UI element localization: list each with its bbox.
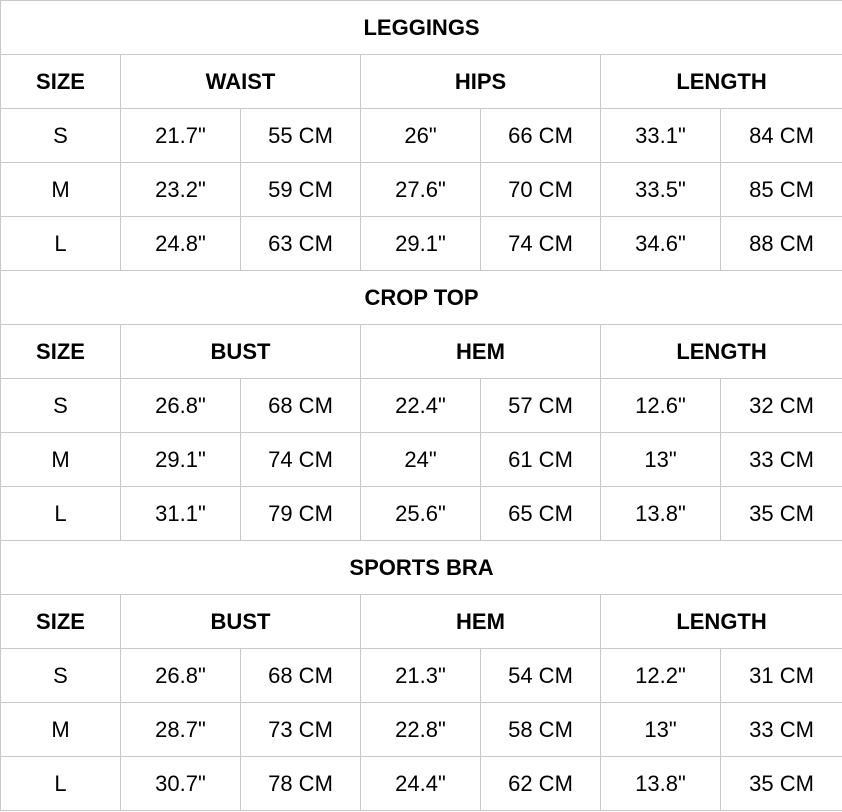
- table-row: [1, 757, 842, 811]
- value-cell: 12.6": [601, 379, 721, 433]
- value-cell: 27.6": [361, 163, 481, 217]
- value-cell: 84 CM: [721, 109, 842, 163]
- value-cell: 29.1": [361, 217, 481, 271]
- value-cell: 33 CM: [721, 703, 842, 757]
- value-cell: 59 CM: [241, 163, 361, 217]
- value-cell: 22.4": [361, 379, 481, 433]
- size-cell: S: [1, 109, 121, 163]
- value-cell: 55 CM: [241, 109, 361, 163]
- value-cell: 13.8": [601, 757, 721, 811]
- bust-header: BUST: [121, 595, 361, 649]
- column-header-row: [1, 325, 842, 379]
- column-header-row: [1, 55, 842, 109]
- value-cell: 33.1": [601, 109, 721, 163]
- value-cell: 65 CM: [481, 487, 601, 541]
- value-cell: 26.8": [121, 379, 241, 433]
- value-cell: 33 CM: [721, 433, 842, 487]
- value-cell: 54 CM: [481, 649, 601, 703]
- length-header: LENGTH: [601, 595, 842, 649]
- section-title: CROP TOP: [1, 271, 842, 325]
- value-cell: 57 CM: [481, 379, 601, 433]
- value-cell: 26": [361, 109, 481, 163]
- value-cell: 21.3": [361, 649, 481, 703]
- section-title-row: [1, 541, 842, 595]
- size-header: SIZE: [1, 595, 121, 649]
- table-row: [1, 487, 842, 541]
- table-row: [1, 703, 842, 757]
- bust-header: BUST: [121, 325, 361, 379]
- hem-header: HEM: [361, 595, 601, 649]
- value-cell: 88 CM: [721, 217, 842, 271]
- value-cell: 22.8": [361, 703, 481, 757]
- value-cell: 31.1": [121, 487, 241, 541]
- size-cell: L: [1, 487, 121, 541]
- size-header: SIZE: [1, 55, 121, 109]
- size-cell: L: [1, 217, 121, 271]
- value-cell: 58 CM: [481, 703, 601, 757]
- length-header: LENGTH: [601, 55, 842, 109]
- value-cell: 74 CM: [481, 217, 601, 271]
- table-row: [1, 217, 842, 271]
- value-cell: 29.1": [121, 433, 241, 487]
- value-cell: 35 CM: [721, 487, 842, 541]
- section-title-row: [1, 271, 842, 325]
- table-row: [1, 109, 842, 163]
- hips-header: HIPS: [361, 55, 601, 109]
- value-cell: 33.5": [601, 163, 721, 217]
- value-cell: 68 CM: [241, 379, 361, 433]
- section-title: SPORTS BRA: [1, 541, 842, 595]
- section-title: LEGGINGS: [1, 1, 842, 55]
- column-header-row: [1, 595, 842, 649]
- value-cell: 62 CM: [481, 757, 601, 811]
- value-cell: 21.7": [121, 109, 241, 163]
- size-cell: M: [1, 163, 121, 217]
- value-cell: 78 CM: [241, 757, 361, 811]
- value-cell: 12.2": [601, 649, 721, 703]
- value-cell: 13": [601, 433, 721, 487]
- section-title-row: [1, 1, 842, 55]
- size-cell: S: [1, 379, 121, 433]
- value-cell: 25.6": [361, 487, 481, 541]
- value-cell: 13.8": [601, 487, 721, 541]
- table-row: [1, 379, 842, 433]
- length-header: LENGTH: [601, 325, 842, 379]
- value-cell: 24.8": [121, 217, 241, 271]
- value-cell: 79 CM: [241, 487, 361, 541]
- value-cell: 35 CM: [721, 757, 842, 811]
- value-cell: 30.7": [121, 757, 241, 811]
- value-cell: 74 CM: [241, 433, 361, 487]
- size-cell: M: [1, 433, 121, 487]
- waist-header: WAIST: [121, 55, 361, 109]
- value-cell: 24.4": [361, 757, 481, 811]
- table-row: [1, 163, 842, 217]
- size-cell: M: [1, 703, 121, 757]
- value-cell: 24": [361, 433, 481, 487]
- table-row: [1, 649, 842, 703]
- size-cell: S: [1, 649, 121, 703]
- value-cell: 63 CM: [241, 217, 361, 271]
- value-cell: 13": [601, 703, 721, 757]
- value-cell: 73 CM: [241, 703, 361, 757]
- value-cell: 85 CM: [721, 163, 842, 217]
- value-cell: 28.7": [121, 703, 241, 757]
- value-cell: 23.2": [121, 163, 241, 217]
- hem-header: HEM: [361, 325, 601, 379]
- value-cell: 34.6": [601, 217, 721, 271]
- value-cell: 26.8": [121, 649, 241, 703]
- value-cell: 32 CM: [721, 379, 842, 433]
- value-cell: 70 CM: [481, 163, 601, 217]
- value-cell: 68 CM: [241, 649, 361, 703]
- value-cell: 61 CM: [481, 433, 601, 487]
- size-cell: L: [1, 757, 121, 811]
- size-header: SIZE: [1, 325, 121, 379]
- table-row: [1, 433, 842, 487]
- value-cell: 66 CM: [481, 109, 601, 163]
- value-cell: 31 CM: [721, 649, 842, 703]
